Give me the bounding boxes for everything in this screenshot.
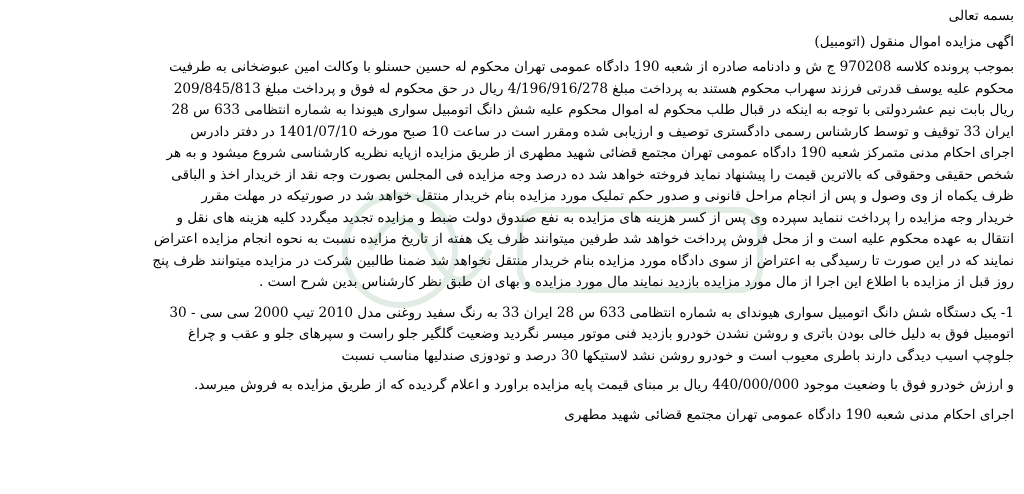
notice-title: اگهی مزایده اموال منقول (اتومبیل) xyxy=(814,33,1014,50)
spacer xyxy=(6,294,1014,302)
basmala: بسمه تعالی xyxy=(948,8,1014,24)
text-line: اجرای احکام مدنی متمرکز شعبه 190 دادگاه عمومی تهران مجتمع قضائی شهید مطهری از طریق مزایده ازپایه نظریه کارشناسی شروع میشود و به هر xyxy=(166,145,1014,161)
text-line: انتقال به عهده محکوم علیه است و از محل فروش پرداخت خواهد شد طرفین میتوانند ظرف یک هفته از تاریخ مزایده نسبت به نحوه انجام مزایده اعتراض xyxy=(153,231,1014,247)
text-line: خریدار وجه مزایده را پرداخت ننماید سپرده وی پس از کسر هزینه های مزایده به نفع صندوق دولت ضبط و مزایده تجدید میگردد کلیه هزینه های نقل و xyxy=(176,209,1014,226)
text-line: نمایند که در این صورت تا رسیدگی به اعتراض از سوی دادگاه مورد مزایده بنام خریدار منتقل نخواهد شد ضمنا طالبین شرکت در مزایده میتوانند ظرف پنج xyxy=(152,252,1014,269)
valuation-line: و ارزش خودرو فوق با وضعیت موجود 440/000/000 ریال بر مبنای قیمت پایه مزایده براورد و اعلام گردیده که از طریق مزایده به فروش میرسد. xyxy=(194,377,1014,393)
footer-issuer: اجرای احکام مدنی شعبه 190 دادگاه عمومی تهران مجتمع قضائی شهید مطهری xyxy=(564,406,1014,423)
text-line: ریال بابت نیم عشردولتی با توجه به اینکه در قبال طلب محکوم له اموال محکوم علیه شش دانگ اتومبیل سواری هیوندا به شماره انتظامی 633 س 28 xyxy=(171,102,1014,118)
vehicle-description-paragraph xyxy=(6,303,1014,368)
auction-terms-paragraph xyxy=(6,57,1014,294)
text-line: بموجب پرونده کلاسه 970208 ج ش و دادنامه صادره از شعبه 190 دادگاه عمومی تهران محکوم له حسین حسنلو با وکالت امین عبوضخانی به طرفیت xyxy=(169,59,1014,75)
text-line: 1- یک دستگاه شش دانگ اتومبیل سواری هیوندای به شماره انتظامی 633 س 28 ایران 33 به رنگ سفید روغنی مدل 2010 تیپ 2000 سی سی - 30 xyxy=(169,304,1014,321)
text-line: ظرف یکماه از وی وصول و پس از انجام مراحل قانونی و صدور حکم تملیک مورد مزایده بنام خریدار منتقل خواهد شد در صورتیکه در مهلت مقرر xyxy=(201,188,1014,204)
text-line: اتومبیل فوق به دلیل خالی بودن باتری و روشن نشدن خودرو بازدید فنی موتور میسر نگردید وضعیت گلگیر جلو راست و سپرهای جلو و عقب و چراغ xyxy=(188,326,1014,342)
spacer xyxy=(6,397,1014,405)
text-line: روز قبل از مزایده با اطلاع این اجرا از مال مورد مزایده بازدید نمایند مال مورد مزایده و بهای ان طبق نظر کارشناس بدین شرح است . xyxy=(258,274,1014,290)
text-line: ایران 33 توقیف و توسط کارشناس رسمی دادگستری توصیف و ارزیابی شده ومقرر است در ساعت 10 صبح مورخه 1401/07/10 در دفتر دادرس xyxy=(190,123,1014,140)
text-line: جلوچپ اسیب دیدگی دارند باطری معیوب است و خودرو روشن نشد لاستیکها 30 درصد و تودوزی صندلیها مناسب نسبت xyxy=(341,347,1014,364)
spacer xyxy=(6,367,1014,375)
text-line: شخص حقیقی وحقوقی که بالاترین قیمت را پیشنهاد نماید فروخته خواهد شد ده درصد وجه مزایده فی المجلس بصورت وجه نقد از خریدار اخذ و الباقی xyxy=(171,166,1014,183)
text-line: محکوم علیه یوسف قدرتی فرزند سهراب محکوم هستند به پرداخت مبلغ 4/196/916/278 ریال در حق محکوم له فوق و پرداخت مبلغ 209/845/813 xyxy=(173,80,1014,97)
